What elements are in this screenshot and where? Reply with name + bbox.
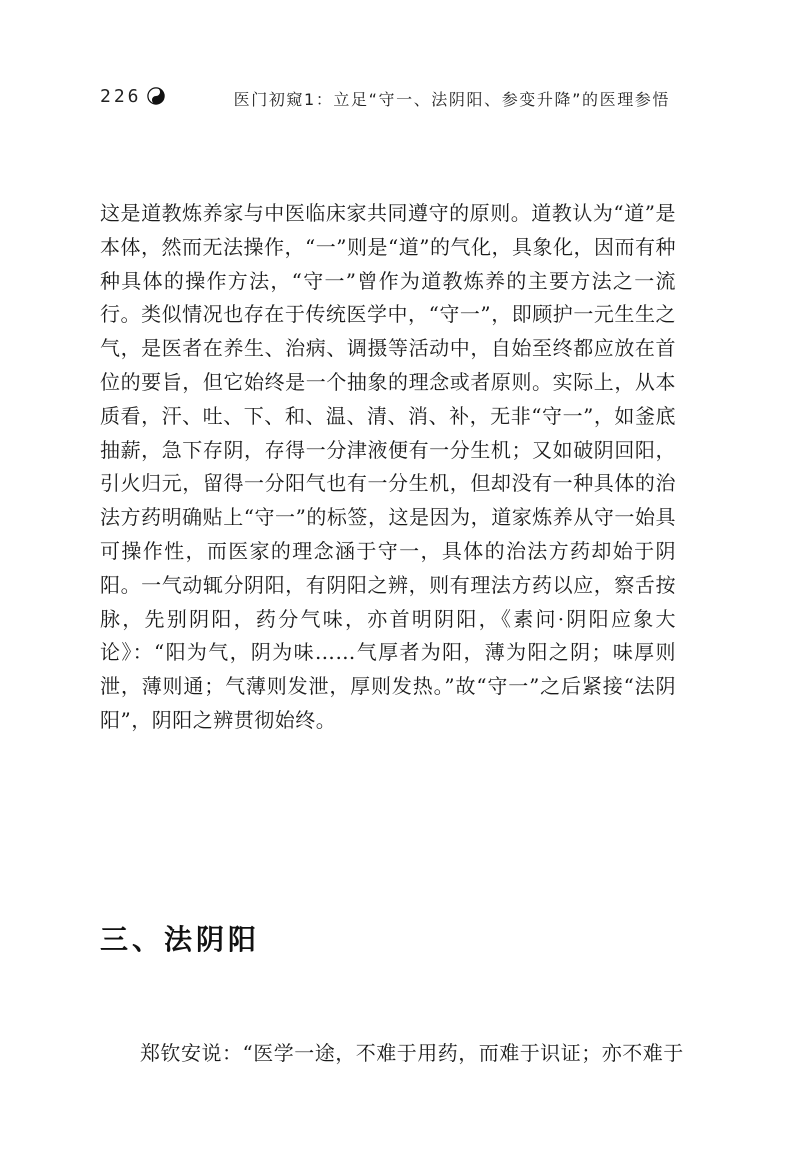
section-heading: 三、法阴阳 [100, 923, 261, 956]
yin-yang-icon [147, 87, 165, 105]
body-paragraph: 这是道教炼养家与中医临床家共同遵守的原则。道教认为“道”是本体，然而无法操作，“一”则是“道”的气化，具象化，因而有种种具体的操作方法，“守一”曾作为道教炼养的主要方法之一流行。类似情况也存在于传统医学中，“守一”，即顾护一元生生之气，是医者在养生、治病、调摄等活动中，自始至终都应放在首位的要旨，但它始终是一个抽象的理念或者原则。实际上，从本质看，汗、吐、下、和、温、清、消、补，无非“守一”，如釜底抽薪，急下存阴，存得一分津液便有一分生机；又如破阴回阳，引火归元，留得一分阳气也有一分生机，但却没有一种具体的治法方药明确贴上“守一”的标签，这是因为，道家炼养从守一始具可操作性，而医家的理念涵于守一，具体的治法方药却始于阴阳。一气动辄分阴阳，有阴阳之辨，则有理法方药以应，察舌按脉，先别阴阳，药分气味，亦首明阴阳，《素问·阴阳应象大论》：“阳为气，阴为味……气厚者为阳，薄为阳之阴；味厚则泄，薄则通；气薄则发泄，厚则发热。”故“守一”之后紧接“法阴阳”，阴阳之辨贯彻始终。 [100, 201, 676, 732]
running-title: 医门初窥1：立足“守一、法阴阳、参变升降”的医理参悟 [233, 90, 670, 109]
section-first-line: 郑钦安说：“医学一途，不难于用药，而难于识证；亦不难于 [140, 1041, 684, 1065]
page-header [100, 84, 670, 112]
page-number: 226 [100, 86, 142, 107]
